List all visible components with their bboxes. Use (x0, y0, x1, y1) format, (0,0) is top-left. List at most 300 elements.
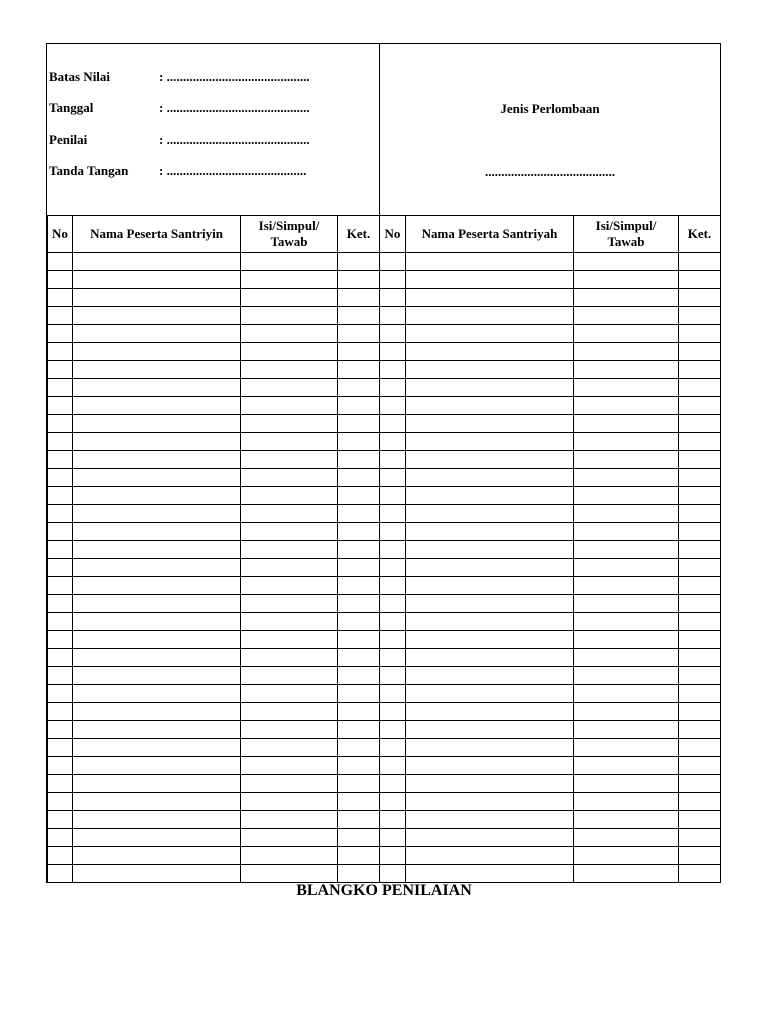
cell-nama[interactable] (73, 721, 241, 739)
cell-nama[interactable] (73, 271, 241, 289)
cell-ket[interactable] (679, 649, 721, 667)
cell-isi[interactable] (241, 757, 338, 775)
cell-isi[interactable] (241, 613, 338, 631)
cell-isi[interactable] (574, 379, 679, 397)
cell-no[interactable] (380, 703, 406, 721)
cell-nama[interactable] (73, 775, 241, 793)
cell-no[interactable] (48, 703, 73, 721)
cell-isi[interactable] (574, 253, 679, 271)
cell-no[interactable] (48, 523, 73, 541)
cell-isi[interactable] (574, 847, 679, 865)
cell-isi[interactable] (241, 865, 338, 883)
cell-ket[interactable] (679, 433, 721, 451)
cell-isi[interactable] (241, 739, 338, 757)
cell-ket[interactable] (679, 703, 721, 721)
header-line: Tawab (607, 234, 645, 249)
cell-ket[interactable] (338, 847, 380, 865)
cell-ket[interactable] (679, 775, 721, 793)
cell-isi[interactable] (574, 649, 679, 667)
cell-isi[interactable] (574, 577, 679, 595)
cell-ket[interactable] (679, 361, 721, 379)
cell-ket[interactable] (679, 667, 721, 685)
cell-nama[interactable] (73, 865, 241, 883)
cell-nama[interactable] (73, 577, 241, 595)
cell-no[interactable] (48, 847, 73, 865)
cell-ket[interactable] (338, 523, 380, 541)
cell-nama[interactable] (73, 433, 241, 451)
cell-ket[interactable] (338, 451, 380, 469)
cell-nama[interactable] (406, 847, 574, 865)
cell-ket[interactable] (679, 865, 721, 883)
cell-nama[interactable] (406, 631, 574, 649)
cell-ket[interactable] (338, 379, 380, 397)
cell-ket[interactable] (338, 865, 380, 883)
cell-no[interactable] (380, 811, 406, 829)
cell-nama[interactable] (406, 775, 574, 793)
cell-no[interactable] (48, 469, 73, 487)
cell-nama[interactable] (406, 253, 574, 271)
cell-nama[interactable] (73, 757, 241, 775)
cell-no[interactable] (48, 361, 73, 379)
cell-isi[interactable] (241, 595, 338, 613)
table-row (48, 307, 721, 325)
cell-nama[interactable] (406, 343, 574, 361)
cell-isi[interactable] (574, 271, 679, 289)
cell-ket[interactable] (338, 361, 380, 379)
cell-nama[interactable] (73, 253, 241, 271)
cell-ket[interactable] (679, 505, 721, 523)
cell-isi[interactable] (241, 343, 338, 361)
cell-ket[interactable] (679, 739, 721, 757)
cell-no[interactable] (380, 829, 406, 847)
cell-nama[interactable] (406, 829, 574, 847)
cell-no[interactable] (48, 325, 73, 343)
cell-isi[interactable] (574, 595, 679, 613)
cell-isi[interactable] (241, 541, 338, 559)
cell-no[interactable] (48, 721, 73, 739)
table-row (48, 829, 721, 847)
cell-nama[interactable] (406, 613, 574, 631)
field-batas-nilai (49, 69, 310, 85)
cell-isi[interactable] (241, 271, 338, 289)
competition-panel (380, 44, 720, 216)
cell-nama[interactable] (73, 811, 241, 829)
table-row (48, 505, 721, 523)
cell-ket[interactable] (679, 397, 721, 415)
cell-ket[interactable] (679, 685, 721, 703)
cell-isi[interactable] (241, 721, 338, 739)
field-label: Penilai (49, 132, 88, 147)
cell-nama[interactable] (73, 451, 241, 469)
cell-nama[interactable] (406, 505, 574, 523)
cell-no[interactable] (380, 325, 406, 343)
cell-nama[interactable] (406, 325, 574, 343)
cell-ket[interactable] (338, 613, 380, 631)
cell-no[interactable] (380, 775, 406, 793)
cell-nama[interactable] (406, 649, 574, 667)
cell-nama[interactable] (406, 739, 574, 757)
cell-no[interactable] (48, 595, 73, 613)
cell-ket[interactable] (679, 487, 721, 505)
cell-no[interactable] (48, 757, 73, 775)
cell-ket[interactable] (338, 307, 380, 325)
cell-ket[interactable] (338, 721, 380, 739)
cell-nama[interactable] (406, 811, 574, 829)
cell-isi[interactable] (241, 631, 338, 649)
cell-no[interactable] (380, 253, 406, 271)
cell-isi[interactable] (574, 433, 679, 451)
cell-ket[interactable] (679, 523, 721, 541)
cell-isi[interactable] (574, 397, 679, 415)
cell-ket[interactable] (679, 811, 721, 829)
cell-nama[interactable] (73, 307, 241, 325)
cell-no[interactable] (380, 847, 406, 865)
table-row (48, 487, 721, 505)
cell-no[interactable] (48, 505, 73, 523)
cell-nama[interactable] (406, 559, 574, 577)
cell-nama[interactable] (73, 541, 241, 559)
cell-ket[interactable] (679, 379, 721, 397)
cell-isi[interactable] (574, 631, 679, 649)
cell-nama[interactable] (406, 361, 574, 379)
cell-isi[interactable] (574, 469, 679, 487)
cell-nama[interactable] (73, 325, 241, 343)
table-row (48, 253, 721, 271)
cell-ket[interactable] (338, 703, 380, 721)
cell-isi[interactable] (241, 829, 338, 847)
cell-no[interactable] (380, 361, 406, 379)
cell-no[interactable] (380, 379, 406, 397)
field-label: Tanda Tangan (49, 163, 129, 178)
cell-nama[interactable] (73, 649, 241, 667)
cell-isi[interactable] (574, 613, 679, 631)
cell-ket[interactable] (679, 559, 721, 577)
cell-ket[interactable] (679, 271, 721, 289)
cell-no[interactable] (380, 523, 406, 541)
cell-isi[interactable] (574, 451, 679, 469)
cell-isi[interactable] (574, 775, 679, 793)
cell-no[interactable] (380, 487, 406, 505)
table-row (48, 793, 721, 811)
cell-nama[interactable] (73, 397, 241, 415)
cell-no[interactable] (48, 829, 73, 847)
cell-ket[interactable] (338, 343, 380, 361)
cell-no[interactable] (380, 559, 406, 577)
cell-no[interactable] (380, 721, 406, 739)
cell-ket[interactable] (338, 397, 380, 415)
cell-isi[interactable] (241, 415, 338, 433)
cell-nama[interactable] (73, 289, 241, 307)
cell-no[interactable] (48, 775, 73, 793)
cell-ket[interactable] (679, 451, 721, 469)
cell-ket[interactable] (338, 667, 380, 685)
col-header-no-santriyah: No (380, 216, 406, 253)
cell-ket[interactable] (338, 793, 380, 811)
cell-ket[interactable] (338, 469, 380, 487)
cell-nama[interactable] (406, 865, 574, 883)
cell-no[interactable] (48, 649, 73, 667)
cell-ket[interactable] (679, 613, 721, 631)
cell-no[interactable] (48, 541, 73, 559)
cell-isi[interactable] (574, 685, 679, 703)
cell-ket[interactable] (338, 649, 380, 667)
cell-isi[interactable] (574, 721, 679, 739)
field-separator: : (159, 69, 164, 84)
cell-nama[interactable] (73, 847, 241, 865)
cell-nama[interactable] (406, 667, 574, 685)
cell-isi[interactable] (241, 361, 338, 379)
cell-nama[interactable] (73, 487, 241, 505)
cell-no[interactable] (48, 487, 73, 505)
field-separator: : (159, 100, 164, 115)
cell-isi[interactable] (574, 541, 679, 559)
cell-nama[interactable] (406, 793, 574, 811)
cell-ket[interactable] (679, 631, 721, 649)
cell-ket[interactable] (679, 721, 721, 739)
cell-nama[interactable] (73, 685, 241, 703)
cell-ket[interactable] (338, 433, 380, 451)
cell-ket[interactable] (338, 775, 380, 793)
cell-no[interactable] (380, 307, 406, 325)
cell-nama[interactable] (73, 595, 241, 613)
cell-isi[interactable] (574, 757, 679, 775)
cell-isi[interactable] (574, 487, 679, 505)
cell-no[interactable] (380, 415, 406, 433)
cell-no[interactable] (380, 595, 406, 613)
cell-no[interactable] (380, 343, 406, 361)
cell-no[interactable] (380, 649, 406, 667)
cell-ket[interactable] (338, 271, 380, 289)
cell-isi[interactable] (574, 505, 679, 523)
cell-no[interactable] (380, 757, 406, 775)
cell-nama[interactable] (406, 379, 574, 397)
cell-ket[interactable] (338, 739, 380, 757)
cell-isi[interactable] (241, 793, 338, 811)
cell-ket[interactable] (338, 577, 380, 595)
cell-ket[interactable] (679, 541, 721, 559)
cell-ket[interactable] (338, 685, 380, 703)
cell-nama[interactable] (73, 523, 241, 541)
cell-ket[interactable] (679, 469, 721, 487)
cell-no[interactable] (48, 415, 73, 433)
cell-no[interactable] (380, 577, 406, 595)
cell-ket[interactable] (338, 559, 380, 577)
cell-isi[interactable] (574, 559, 679, 577)
cell-isi[interactable] (574, 289, 679, 307)
cell-no[interactable] (48, 307, 73, 325)
cell-isi[interactable] (241, 523, 338, 541)
cell-nama[interactable] (406, 523, 574, 541)
cell-nama[interactable] (406, 271, 574, 289)
cell-isi[interactable] (574, 811, 679, 829)
cell-ket[interactable] (338, 487, 380, 505)
cell-no[interactable] (380, 271, 406, 289)
cell-isi[interactable] (574, 703, 679, 721)
cell-nama[interactable] (73, 361, 241, 379)
cell-ket[interactable] (679, 847, 721, 865)
cell-isi[interactable] (241, 397, 338, 415)
cell-no[interactable] (48, 289, 73, 307)
cell-no[interactable] (48, 865, 73, 883)
cell-isi[interactable] (241, 433, 338, 451)
cell-no[interactable] (48, 559, 73, 577)
cell-ket[interactable] (338, 253, 380, 271)
cell-nama[interactable] (73, 793, 241, 811)
cell-isi[interactable] (241, 847, 338, 865)
cell-nama[interactable] (406, 595, 574, 613)
cell-no[interactable] (380, 667, 406, 685)
cell-nama[interactable] (406, 307, 574, 325)
cell-nama[interactable] (73, 631, 241, 649)
cell-no[interactable] (48, 577, 73, 595)
cell-nama[interactable] (73, 343, 241, 361)
cell-isi[interactable] (241, 649, 338, 667)
cell-ket[interactable] (338, 595, 380, 613)
cell-no[interactable] (380, 397, 406, 415)
cell-nama[interactable] (73, 613, 241, 631)
cell-ket[interactable] (679, 343, 721, 361)
cell-no[interactable] (380, 505, 406, 523)
cell-nama[interactable] (406, 433, 574, 451)
cell-nama[interactable] (406, 757, 574, 775)
cell-isi[interactable] (574, 343, 679, 361)
cell-nama[interactable] (406, 541, 574, 559)
cell-isi[interactable] (241, 325, 338, 343)
cell-nama[interactable] (73, 559, 241, 577)
cell-isi[interactable] (241, 559, 338, 577)
cell-no[interactable] (48, 667, 73, 685)
cell-no[interactable] (380, 631, 406, 649)
cell-isi[interactable] (574, 829, 679, 847)
cell-ket[interactable] (338, 811, 380, 829)
cell-no[interactable] (48, 379, 73, 397)
cell-ket[interactable] (679, 289, 721, 307)
cell-ket[interactable] (679, 325, 721, 343)
cell-isi[interactable] (241, 253, 338, 271)
table-row (48, 649, 721, 667)
cell-isi[interactable] (241, 685, 338, 703)
cell-ket[interactable] (679, 793, 721, 811)
cell-nama[interactable] (73, 739, 241, 757)
cell-no[interactable] (48, 451, 73, 469)
cell-ket[interactable] (338, 631, 380, 649)
cell-no[interactable] (380, 433, 406, 451)
cell-nama[interactable] (406, 415, 574, 433)
table-row (48, 469, 721, 487)
cell-isi[interactable] (574, 523, 679, 541)
cell-no[interactable] (48, 271, 73, 289)
cell-isi[interactable] (241, 469, 338, 487)
cell-nama[interactable] (406, 469, 574, 487)
cell-nama[interactable] (73, 505, 241, 523)
cell-no[interactable] (380, 469, 406, 487)
cell-isi[interactable] (241, 307, 338, 325)
cell-no[interactable] (48, 397, 73, 415)
cell-ket[interactable] (679, 307, 721, 325)
cell-ket[interactable] (338, 289, 380, 307)
cell-ket[interactable] (338, 325, 380, 343)
cell-isi[interactable] (574, 865, 679, 883)
field-tanggal (49, 100, 310, 116)
cell-no[interactable] (380, 865, 406, 883)
cell-nama[interactable] (406, 703, 574, 721)
cell-nama[interactable] (406, 487, 574, 505)
cell-no[interactable] (380, 541, 406, 559)
cell-nama[interactable] (73, 415, 241, 433)
cell-nama[interactable] (73, 829, 241, 847)
cell-no[interactable] (48, 433, 73, 451)
cell-isi[interactable] (574, 307, 679, 325)
cell-nama[interactable] (73, 469, 241, 487)
cell-ket[interactable] (679, 577, 721, 595)
cell-ket[interactable] (338, 541, 380, 559)
cell-ket[interactable] (338, 415, 380, 433)
cell-no[interactable] (380, 793, 406, 811)
cell-isi[interactable] (241, 775, 338, 793)
cell-isi[interactable] (241, 577, 338, 595)
cell-no[interactable] (48, 739, 73, 757)
cell-no[interactable] (380, 739, 406, 757)
cell-ket[interactable] (338, 829, 380, 847)
cell-isi[interactable] (574, 739, 679, 757)
cell-ket[interactable] (679, 415, 721, 433)
cell-no[interactable] (48, 811, 73, 829)
cell-isi[interactable] (241, 811, 338, 829)
table-row (48, 271, 721, 289)
cell-ket[interactable] (679, 253, 721, 271)
cell-ket[interactable] (338, 505, 380, 523)
cell-nama[interactable] (406, 721, 574, 739)
cell-isi[interactable] (241, 505, 338, 523)
cell-isi[interactable] (241, 379, 338, 397)
cell-no[interactable] (380, 289, 406, 307)
cell-nama[interactable] (406, 685, 574, 703)
cell-ket[interactable] (338, 757, 380, 775)
cell-nama[interactable] (406, 577, 574, 595)
cell-isi[interactable] (241, 667, 338, 685)
cell-nama[interactable] (73, 379, 241, 397)
cell-no[interactable] (48, 613, 73, 631)
cell-no[interactable] (48, 343, 73, 361)
table-row (48, 613, 721, 631)
cell-isi[interactable] (574, 667, 679, 685)
cell-no[interactable] (48, 793, 73, 811)
cell-isi[interactable] (574, 793, 679, 811)
competition-type-value: ........................................ (485, 164, 615, 179)
cell-no[interactable] (48, 631, 73, 649)
cell-no[interactable] (380, 451, 406, 469)
cell-nama[interactable] (73, 703, 241, 721)
cell-isi[interactable] (241, 703, 338, 721)
cell-isi[interactable] (574, 415, 679, 433)
cell-no[interactable] (48, 253, 73, 271)
cell-ket[interactable] (679, 757, 721, 775)
cell-ket[interactable] (679, 595, 721, 613)
cell-isi[interactable] (574, 325, 679, 343)
cell-nama[interactable] (406, 289, 574, 307)
cell-isi[interactable] (241, 289, 338, 307)
cell-isi[interactable] (574, 361, 679, 379)
cell-nama[interactable] (406, 451, 574, 469)
cell-nama[interactable] (406, 397, 574, 415)
cell-no[interactable] (380, 613, 406, 631)
cell-no[interactable] (380, 685, 406, 703)
cell-isi[interactable] (241, 487, 338, 505)
cell-ket[interactable] (679, 829, 721, 847)
cell-no[interactable] (48, 685, 73, 703)
cell-isi[interactable] (241, 451, 338, 469)
cell-nama[interactable] (73, 667, 241, 685)
